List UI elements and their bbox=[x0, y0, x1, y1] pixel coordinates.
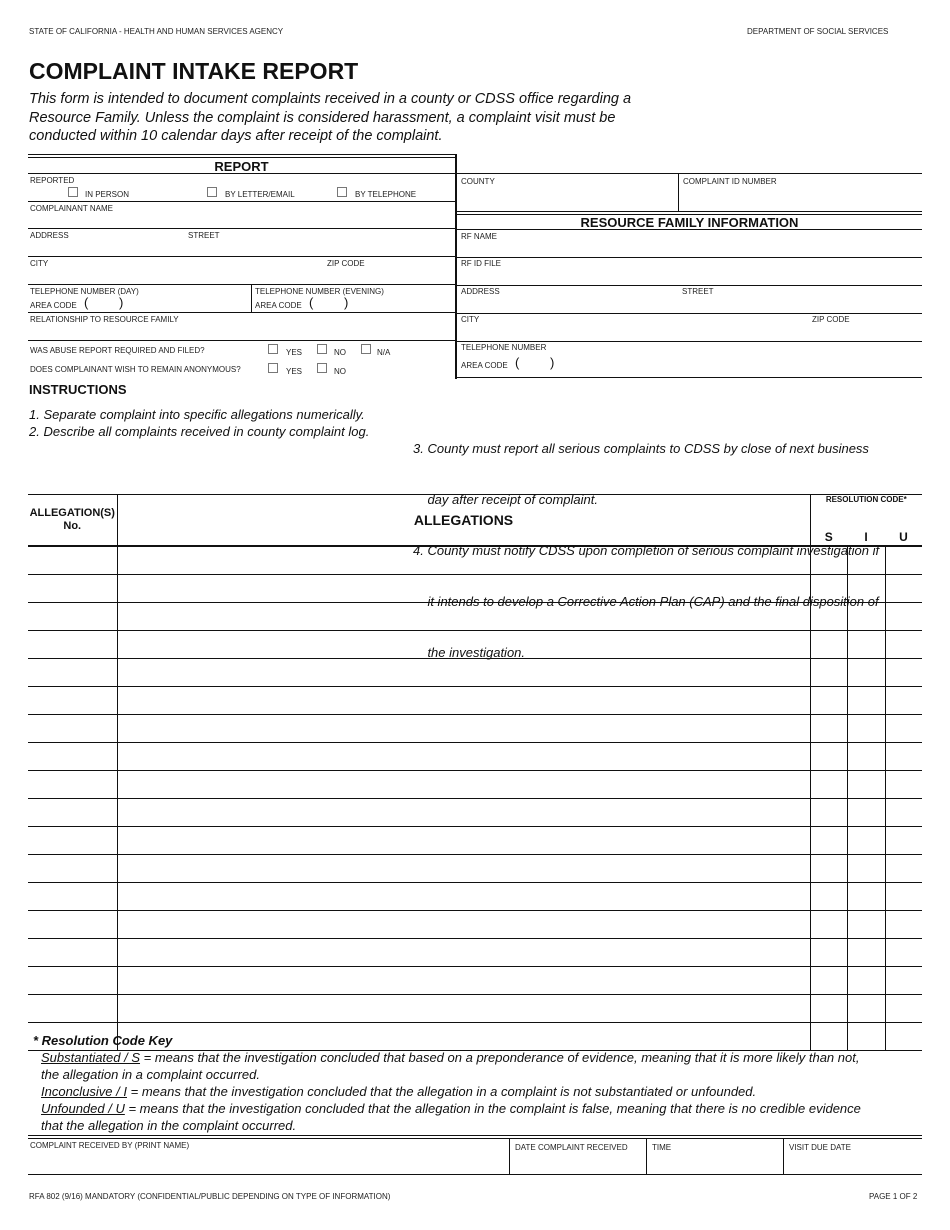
code-s-cell[interactable] bbox=[810, 798, 847, 826]
area-code-label: AREA CODE bbox=[30, 301, 77, 310]
intro-text bbox=[29, 90, 729, 146]
time-label: TIME bbox=[652, 1143, 672, 1152]
code-u-cell[interactable] bbox=[885, 882, 922, 910]
complaint-id-field[interactable] bbox=[683, 188, 918, 208]
county-field[interactable] bbox=[461, 188, 673, 208]
table-row bbox=[28, 546, 922, 575]
code-i-cell[interactable] bbox=[847, 546, 885, 575]
by-telephone-checkbox[interactable] bbox=[337, 187, 347, 197]
code-u-cell[interactable] bbox=[885, 910, 922, 938]
in-person-label: IN PERSON bbox=[85, 190, 130, 199]
instructions-title: INSTRUCTIONS bbox=[29, 382, 127, 397]
rf-section-title: RESOURCE FAMILY INFORMATION bbox=[580, 215, 799, 230]
table-row bbox=[28, 882, 922, 910]
table-row bbox=[28, 602, 922, 630]
code-u-cell[interactable] bbox=[885, 1022, 922, 1050]
allegation-no-line1: ALLEGATION(S) bbox=[29, 506, 115, 519]
code-s-cell[interactable] bbox=[810, 910, 847, 938]
no-label: NO bbox=[334, 367, 346, 376]
paren-close: ) bbox=[119, 295, 124, 310]
reported-label: REPORTED bbox=[30, 176, 75, 185]
allegation-no-cell[interactable] bbox=[28, 938, 117, 966]
anonymous-yes-checkbox[interactable] bbox=[268, 363, 278, 373]
rf-telephone-label: TELEPHONE NUMBER bbox=[461, 343, 547, 352]
allegation-text-cell[interactable] bbox=[117, 686, 810, 714]
code-u-cell[interactable] bbox=[885, 938, 922, 966]
allegation-no-cell[interactable] bbox=[28, 770, 117, 798]
rule bbox=[28, 284, 455, 285]
abuse-no-checkbox[interactable] bbox=[317, 344, 327, 354]
rule bbox=[646, 1138, 647, 1174]
resolution-key-body bbox=[41, 1049, 926, 1134]
footer-bottom-rule bbox=[28, 1174, 922, 1175]
yes-label: YES bbox=[286, 367, 303, 376]
address-label: ADDRESS bbox=[30, 231, 69, 240]
code-i-cell[interactable] bbox=[847, 714, 885, 742]
rule bbox=[457, 285, 922, 286]
county-label: COUNTY bbox=[461, 177, 495, 186]
code-s-cell[interactable] bbox=[810, 742, 847, 770]
allegation-no-cell[interactable] bbox=[28, 546, 117, 575]
table-row bbox=[28, 770, 922, 798]
code-u-cell[interactable] bbox=[885, 658, 922, 686]
code-i-cell[interactable] bbox=[847, 882, 885, 910]
code-s-cell[interactable] bbox=[810, 1022, 847, 1050]
allegation-no-cell[interactable] bbox=[28, 574, 117, 602]
code-u-cell[interactable] bbox=[885, 826, 922, 854]
rule bbox=[28, 312, 455, 313]
code-u-cell[interactable] bbox=[885, 686, 922, 714]
received-by-field[interactable] bbox=[30, 1152, 505, 1170]
rf-zip-label: ZIP CODE bbox=[812, 315, 850, 324]
allegation-no-cell[interactable] bbox=[28, 910, 117, 938]
allegation-no-cell[interactable] bbox=[28, 798, 117, 826]
agency-right: DEPARTMENT OF SOCIAL SERVICES bbox=[747, 27, 889, 36]
page-number: PAGE 1 OF 2 bbox=[869, 1192, 918, 1201]
city-label: CITY bbox=[30, 259, 49, 268]
rf-address-label: ADDRESS bbox=[461, 287, 500, 296]
na-label: N/A bbox=[377, 348, 391, 357]
code-u-cell[interactable] bbox=[885, 714, 922, 742]
rule bbox=[457, 377, 922, 378]
code-s-cell[interactable] bbox=[810, 546, 847, 575]
code-u-cell[interactable] bbox=[885, 546, 922, 575]
rf-name-label: RF NAME bbox=[461, 232, 497, 241]
rf-city-field[interactable] bbox=[461, 325, 916, 339]
rule bbox=[28, 201, 455, 202]
footer-top-rule bbox=[28, 1135, 922, 1139]
intro-line: This form is intended to document complaints received in a county or CDSS office regarding a bbox=[29, 91, 632, 107]
allegation-no-cell[interactable] bbox=[28, 630, 117, 658]
center-divider bbox=[455, 154, 457, 379]
table-row bbox=[28, 686, 922, 714]
table-row bbox=[28, 714, 922, 742]
rf-name-field[interactable] bbox=[461, 242, 916, 256]
allegation-text-cell[interactable] bbox=[117, 938, 810, 966]
table-row bbox=[28, 854, 922, 882]
allegation-no-header bbox=[28, 495, 117, 546]
code-i-cell[interactable] bbox=[847, 658, 885, 686]
date-received-field[interactable] bbox=[515, 1154, 643, 1172]
code-u-cell[interactable] bbox=[885, 602, 922, 630]
code-s-cell[interactable] bbox=[810, 882, 847, 910]
paren-open: ( bbox=[309, 295, 314, 310]
abuse-question: WAS ABUSE REPORT REQUIRED AND FILED? bbox=[30, 346, 205, 355]
code-u-cell[interactable] bbox=[885, 742, 922, 770]
no-label: NO bbox=[334, 348, 346, 357]
rule bbox=[509, 1138, 510, 1174]
unfounded-text: = means that the investigation concluded that the allegation in the complaint is false, meaning that there is no credible evidence bbox=[124, 1101, 861, 1116]
code-s-cell[interactable] bbox=[810, 994, 847, 1022]
rule bbox=[457, 257, 922, 258]
report-section-title: REPORT bbox=[214, 159, 269, 174]
intro-line: Resource Family. Unless the complaint is considered harassment, a complaint visit must be bbox=[29, 109, 616, 126]
by-letter-email-checkbox[interactable] bbox=[207, 187, 217, 197]
table-row bbox=[28, 742, 922, 770]
table-row bbox=[28, 910, 922, 938]
table-row bbox=[28, 994, 922, 1022]
code-i-cell[interactable] bbox=[847, 938, 885, 966]
code-u-cell[interactable] bbox=[885, 798, 922, 826]
allegation-text-cell[interactable] bbox=[117, 994, 810, 1022]
instruction-line: day after receipt of complaint. bbox=[413, 492, 598, 507]
code-s-cell[interactable] bbox=[810, 686, 847, 714]
instruction-line: 3. County must report all serious complaints to CDSS by close of next business bbox=[413, 441, 869, 456]
allegation-no-cell[interactable] bbox=[28, 882, 117, 910]
inconclusive-definition bbox=[41, 1083, 926, 1100]
code-i-cell[interactable] bbox=[847, 966, 885, 994]
code-s-cell[interactable] bbox=[810, 658, 847, 686]
unfounded-term: Unfounded / U bbox=[41, 1101, 125, 1116]
agency-left: STATE OF CALIFORNIA - HEALTH AND HUMAN SERVICES AGENCY bbox=[29, 27, 284, 36]
abuse-na-checkbox[interactable] bbox=[361, 344, 371, 354]
complainant-city-field[interactable] bbox=[30, 269, 450, 283]
allegation-no-cell[interactable] bbox=[28, 602, 117, 630]
code-s-cell[interactable] bbox=[810, 966, 847, 994]
allegation-text-cell[interactable] bbox=[117, 826, 810, 854]
code-s-cell[interactable] bbox=[810, 938, 847, 966]
code-u-cell[interactable] bbox=[885, 630, 922, 658]
code-u-cell[interactable] bbox=[885, 966, 922, 994]
allegation-no-cell[interactable] bbox=[28, 826, 117, 854]
visit-due-label: VISIT DUE DATE bbox=[789, 1143, 851, 1152]
resolution-key-title: * Resolution Code Key bbox=[33, 1033, 173, 1048]
rf-id-field[interactable] bbox=[461, 269, 916, 283]
rf-area-code-label: AREA CODE bbox=[461, 361, 508, 370]
table-row bbox=[28, 574, 922, 602]
instruction-line: 4. County must notify CDSS upon completion of serious complaint investigation if bbox=[413, 543, 880, 558]
code-s-cell[interactable] bbox=[810, 574, 847, 602]
rule bbox=[457, 313, 922, 314]
allegation-text-cell[interactable] bbox=[117, 854, 810, 882]
instruction-line: it intends to develop a Corrective Action Plan (CAP) and the final disposition of bbox=[413, 594, 879, 609]
yes-label: YES bbox=[286, 348, 303, 357]
code-i-header: I bbox=[847, 529, 885, 546]
allegation-no-cell[interactable] bbox=[28, 714, 117, 742]
allegation-text-cell[interactable] bbox=[117, 602, 810, 630]
tel-day-label: TELEPHONE NUMBER (DAY) bbox=[30, 287, 139, 296]
table-row bbox=[28, 938, 922, 966]
street-label: STREET bbox=[188, 231, 220, 240]
rule bbox=[28, 340, 455, 341]
code-s-cell[interactable] bbox=[810, 630, 847, 658]
allegation-text-cell[interactable] bbox=[117, 798, 810, 826]
page-title: COMPLAINT INTAKE REPORT bbox=[29, 58, 359, 84]
rule bbox=[28, 256, 455, 257]
code-i-cell[interactable] bbox=[847, 686, 885, 714]
substantiated-text: = means that the investigation concluded that based on a preponderance of evidence, meaning that it is more likely than not, bbox=[140, 1050, 860, 1065]
report-top-rule bbox=[28, 154, 456, 158]
inconclusive-term: Inconclusive / I bbox=[41, 1084, 127, 1099]
code-s-cell[interactable] bbox=[810, 714, 847, 742]
paren-open: ( bbox=[515, 355, 520, 370]
code-i-cell[interactable] bbox=[847, 798, 885, 826]
code-u-cell[interactable] bbox=[885, 994, 922, 1022]
zip-label: ZIP CODE bbox=[327, 259, 365, 268]
table-row bbox=[28, 658, 922, 686]
allegation-no-cell[interactable] bbox=[28, 742, 117, 770]
by-letter-email-label: BY LETTER/EMAIL bbox=[225, 190, 295, 199]
allegation-text-cell[interactable] bbox=[117, 966, 810, 994]
rule bbox=[457, 173, 922, 174]
instructions-left bbox=[29, 406, 409, 440]
table-row bbox=[28, 826, 922, 854]
received-by-label: COMPLAINT RECEIVED BY (PRINT NAME) bbox=[30, 1141, 190, 1150]
allegation-text-cell[interactable] bbox=[117, 1022, 810, 1050]
table-row bbox=[28, 798, 922, 826]
paren-close: ) bbox=[550, 355, 555, 370]
allegation-no-cell[interactable] bbox=[28, 686, 117, 714]
complainant-name-label: COMPLAINANT NAME bbox=[30, 204, 113, 213]
code-i-cell[interactable] bbox=[847, 826, 885, 854]
substantiated-definition bbox=[41, 1049, 926, 1066]
allegation-text-cell[interactable] bbox=[117, 546, 810, 575]
table-row bbox=[28, 966, 922, 994]
code-i-cell[interactable] bbox=[847, 602, 885, 630]
code-i-cell[interactable] bbox=[847, 910, 885, 938]
code-i-cell[interactable] bbox=[847, 854, 885, 882]
instruction-line: the investigation. bbox=[413, 645, 526, 660]
code-s-cell[interactable] bbox=[810, 854, 847, 882]
rf-id-label: RF ID FILE bbox=[461, 259, 502, 268]
allegation-text-cell[interactable] bbox=[117, 770, 810, 798]
paren-close: ) bbox=[344, 295, 349, 310]
code-i-cell[interactable] bbox=[847, 994, 885, 1022]
allegation-text-cell[interactable] bbox=[117, 882, 810, 910]
tel-evening-label: TELEPHONE NUMBER (EVENING) bbox=[255, 287, 384, 296]
rf-address-field[interactable] bbox=[461, 297, 916, 311]
allegations-table bbox=[28, 494, 922, 1051]
rule bbox=[28, 228, 455, 229]
allegation-text-cell[interactable] bbox=[117, 630, 810, 658]
form-id: RFA 802 (9/16) MANDATORY (CONFIDENTIAL/PUBLIC DEPENDING ON TYPE OF INFORMATION) bbox=[29, 1192, 391, 1201]
substantiated-term: Substantiated / S bbox=[41, 1050, 141, 1065]
rule bbox=[28, 173, 455, 174]
allegations-header: ALLEGATIONS bbox=[117, 495, 810, 546]
date-received-label: DATE COMPLAINT RECEIVED bbox=[515, 1143, 628, 1152]
code-i-cell[interactable] bbox=[847, 1022, 885, 1050]
area-code-label: AREA CODE bbox=[255, 301, 302, 310]
rule bbox=[457, 229, 922, 230]
allegation-no-line2: No. bbox=[63, 519, 82, 532]
code-i-cell[interactable] bbox=[847, 742, 885, 770]
complainant-address-field[interactable] bbox=[30, 241, 450, 255]
code-u-header: U bbox=[885, 529, 922, 546]
relationship-field[interactable] bbox=[30, 325, 450, 339]
code-u-cell[interactable] bbox=[885, 854, 922, 882]
relationship-label: RELATIONSHIP TO RESOURCE FAMILY bbox=[30, 315, 179, 324]
by-telephone-label: BY TELEPHONE bbox=[355, 190, 417, 199]
instruction-item: 1. Separate complaint into specific allegations numerically. bbox=[29, 407, 365, 422]
allegation-no-cell[interactable] bbox=[28, 994, 117, 1022]
allegation-text-cell[interactable] bbox=[117, 714, 810, 742]
code-s-cell[interactable] bbox=[810, 602, 847, 630]
unfounded-definition bbox=[41, 1100, 926, 1117]
anonymous-no-checkbox[interactable] bbox=[317, 363, 327, 373]
allegation-no-cell[interactable] bbox=[28, 854, 117, 882]
abuse-yes-checkbox[interactable] bbox=[268, 344, 278, 354]
unfounded-line2: that the allegation in the complaint occurred. bbox=[41, 1118, 297, 1133]
rule bbox=[678, 173, 679, 211]
resolution-code-header: RESOLUTION CODE* bbox=[810, 495, 922, 529]
in-person-checkbox[interactable] bbox=[68, 187, 78, 197]
paren-open: ( bbox=[84, 295, 89, 310]
allegation-text-cell[interactable] bbox=[117, 910, 810, 938]
rule bbox=[783, 1138, 784, 1174]
code-i-cell[interactable] bbox=[847, 770, 885, 798]
rule bbox=[251, 284, 252, 312]
allegation-text-cell[interactable] bbox=[117, 574, 810, 602]
time-field[interactable] bbox=[652, 1154, 780, 1172]
code-u-cell[interactable] bbox=[885, 770, 922, 798]
code-s-cell[interactable] bbox=[810, 770, 847, 798]
code-i-cell[interactable] bbox=[847, 574, 885, 602]
rf-city-label: CITY bbox=[461, 315, 480, 324]
inconclusive-text: = means that the investigation concluded that the allegation in a complaint is not substantiated or unfounded. bbox=[127, 1084, 757, 1099]
intro-line: conducted within 10 calendar days after receipt of the complaint. bbox=[29, 128, 443, 144]
code-u-cell[interactable] bbox=[885, 574, 922, 602]
allegation-text-cell[interactable] bbox=[117, 742, 810, 770]
code-s-header: S bbox=[810, 529, 847, 546]
code-s-cell[interactable] bbox=[810, 826, 847, 854]
complainant-name-field[interactable] bbox=[30, 214, 450, 228]
allegation-text-cell[interactable] bbox=[117, 658, 810, 686]
instruction-item: 2. Describe all complaints received in county complaint log. bbox=[29, 424, 370, 439]
substantiated-line2: the allegation in a complaint occurred. bbox=[41, 1067, 260, 1082]
rf-street-label: STREET bbox=[682, 287, 714, 296]
allegation-no-cell[interactable] bbox=[28, 658, 117, 686]
anonymous-question: DOES COMPLAINANT WISH TO REMAIN ANONYMOUS? bbox=[30, 365, 241, 374]
complaint-id-label: COMPLAINT ID NUMBER bbox=[683, 177, 777, 186]
visit-due-field[interactable] bbox=[789, 1154, 919, 1172]
table-row bbox=[28, 630, 922, 658]
allegation-no-cell[interactable] bbox=[28, 966, 117, 994]
code-i-cell[interactable] bbox=[847, 630, 885, 658]
rule bbox=[457, 341, 922, 342]
